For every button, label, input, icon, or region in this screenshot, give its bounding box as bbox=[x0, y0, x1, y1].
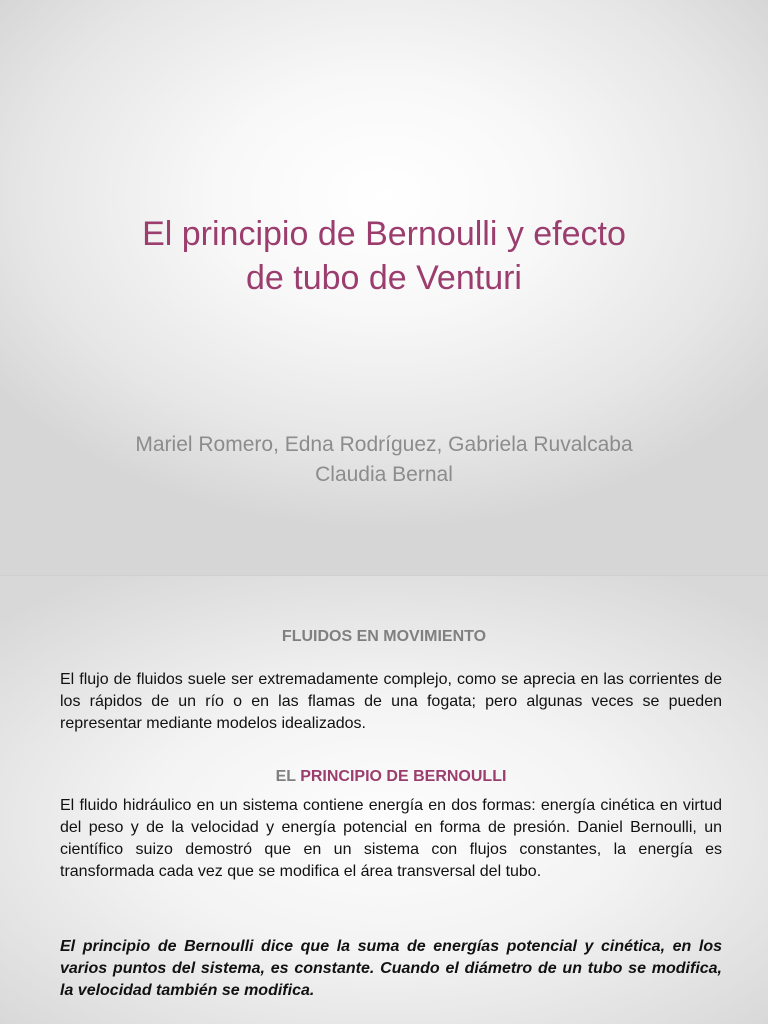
slide-title-line1: El principio de Bernoulli y efecto bbox=[142, 215, 626, 253]
section-heading-bernoulli-prefix: EL bbox=[275, 768, 301, 785]
paragraph-principle-statement: El principio de Bernoulli dice que la suma de energías potencial y cinética, en los varios puntos del sistema, es constante. Cuando el diámetro de un tubo se modifica, la velocidad también se modifica. bbox=[60, 938, 722, 999]
section-heading-bernoulli-main: PRINCIPIO DE BERNOULLI bbox=[300, 768, 507, 785]
paragraph-bernoulli: El fluido hidráulico en un sistema contiene energía en dos formas: energía cinética en virtud del peso y de la velocidad y energía potencial en forma de presión. Daniel Bernoulli, un científico suizo demostró que en un sistema con flujos constantes, la energía es transformada cada vez que se modifica el área transversal del tubo. bbox=[60, 797, 722, 880]
section-heading-bernoulli bbox=[60, 768, 722, 786]
paragraph-fluidos: El flujo de fluidos suele ser extremadamente complejo, como se aprecia en las corrientes de los rápidos de un río o en las flamas de una fogata; pero algunas veces se pueden representar mediante modelos idealizados. bbox=[60, 671, 722, 732]
section-heading-fluidos: FLUIDOS EN MOVIMIENTO bbox=[281, 628, 487, 645]
authors-line1: Mariel Romero, Edna Rodríguez, Gabriela Ruvalcaba bbox=[135, 433, 633, 456]
authors-line2: Claudia Bernal bbox=[315, 463, 453, 486]
authors bbox=[40, 430, 728, 490]
slide-title-line2: de tubo de Venturi bbox=[245, 259, 522, 297]
slide-title bbox=[40, 212, 728, 300]
